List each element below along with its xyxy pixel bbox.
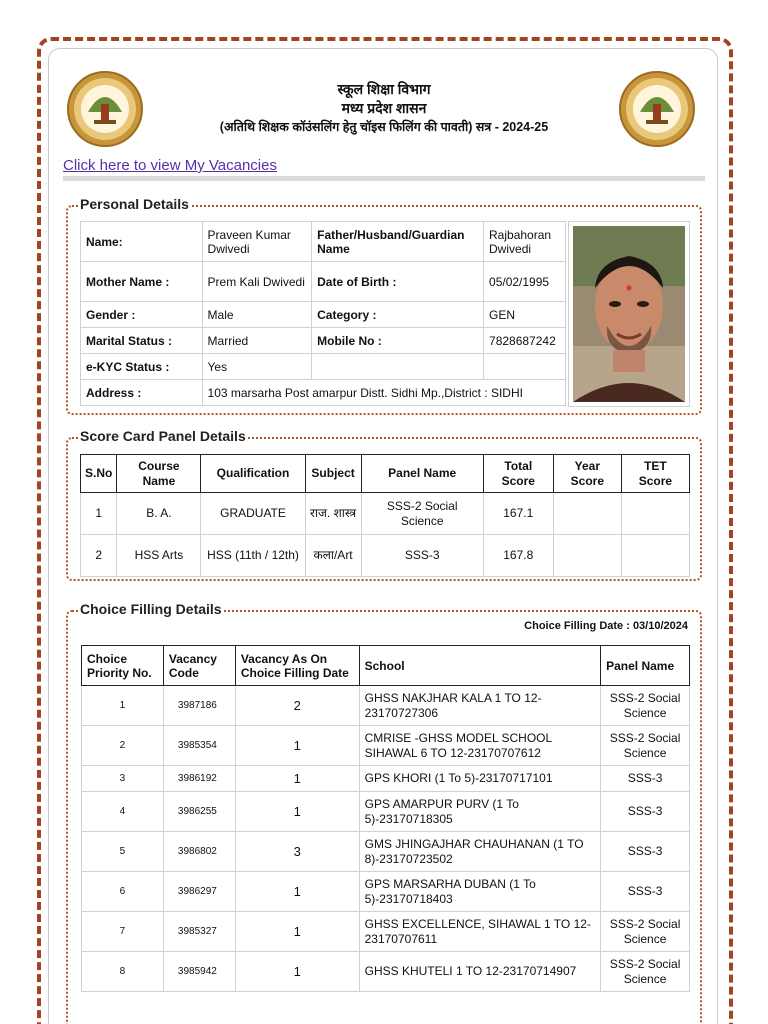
personal-details-section <box>66 196 702 415</box>
father-value: Rajbahoran Dwivedi <box>484 222 566 262</box>
table-row <box>82 912 690 952</box>
cell: राज. शास्त्र <box>305 493 361 535</box>
name-value: Praveen Kumar Dwivedi <box>202 222 312 262</box>
cell <box>621 535 689 577</box>
cell: 6 <box>82 872 164 912</box>
col-qualification: Qualification <box>201 455 305 493</box>
divider <box>63 176 705 181</box>
cell: 3986255 <box>163 792 235 832</box>
cell: 3 <box>82 766 164 792</box>
choice-filling-section <box>66 601 702 1024</box>
choice-filling-title: Choice Filling Details <box>80 601 222 617</box>
cell: GMS JHINGAJHAR CHAUHANAN (1 TO 8)-23170723502 <box>359 832 600 872</box>
col-vacancy-code: Vacancy Code <box>163 646 235 686</box>
cell <box>553 535 621 577</box>
gender-label: Gender : <box>81 302 203 328</box>
col-course-name: Course Name <box>117 455 201 493</box>
cell: B. A. <box>117 493 201 535</box>
cell <box>553 493 621 535</box>
cell: 3986802 <box>163 832 235 872</box>
header-receipt-title: (अतिथि शिक्षक कॉउंसलिंग हेतु चॉइस फिलिंग की पावती) सत्र - 2024-25 <box>219 120 549 134</box>
col-subject: Subject <box>305 455 361 493</box>
cell: 167.8 <box>483 535 553 577</box>
mobile-label: Mobile No : <box>312 328 484 354</box>
cell: 1 <box>82 686 164 726</box>
table-row <box>81 493 690 535</box>
header-department: स्कूल शिक्षा विभाग <box>337 81 431 97</box>
score-card-section <box>66 428 702 581</box>
cell: SSS-2 Social Science <box>361 493 483 535</box>
candidate-photo-frame <box>568 221 690 407</box>
cell: GPS MARSARHA DUBAN (1 To 5)-23170718403 <box>359 872 600 912</box>
cell: GHSS EXCELLENCE, SIHAWAL 1 TO 12-23170707611 <box>359 912 600 952</box>
cell: 3986297 <box>163 872 235 912</box>
cell: SSS-2 Social Science <box>601 912 690 952</box>
empty-cell <box>484 354 566 380</box>
cell: 167.1 <box>483 493 553 535</box>
table-row <box>81 535 690 577</box>
page-header <box>160 80 608 137</box>
address-label: Address : <box>81 380 203 406</box>
score-card-title: Score Card Panel Details <box>80 428 246 444</box>
col-panel-name: Panel Name <box>361 455 483 493</box>
marital-label: Marital Status : <box>81 328 203 354</box>
cell: 1 <box>235 766 359 792</box>
choice-filling-table <box>81 645 690 992</box>
cell: 1 <box>235 726 359 766</box>
cell: 8 <box>82 952 164 992</box>
cell: 2 <box>82 726 164 766</box>
table-row <box>82 872 690 912</box>
choice-filling-date: Choice Filling Date : 03/10/2024 <box>524 620 688 632</box>
cell: SSS-3 <box>601 832 690 872</box>
cell: GRADUATE <box>201 493 305 535</box>
mp-emblem-right-icon <box>618 68 696 150</box>
col-priority: Choice Priority No. <box>82 646 164 686</box>
cell: HSS (11th / 12th) <box>201 535 305 577</box>
cell: SSS-3 <box>601 872 690 912</box>
mother-value: Prem Kali Dwivedi <box>202 262 312 302</box>
category-label: Category : <box>312 302 484 328</box>
dob-label: Date of Birth : <box>312 262 484 302</box>
cell: SSS-3 <box>361 535 483 577</box>
name-label: Name: <box>81 222 203 262</box>
cell: 3985942 <box>163 952 235 992</box>
gender-value: Male <box>202 302 312 328</box>
dob-value: 05/02/1995 <box>484 262 566 302</box>
personal-details-title: Personal Details <box>80 196 189 212</box>
cell: 2 <box>81 535 117 577</box>
father-label: Father/Husband/Guardian Name <box>312 222 484 262</box>
cell: SSS-2 Social Science <box>601 952 690 992</box>
col-year-score: Year Score <box>553 455 621 493</box>
cell: CMRISE -GHSS MODEL SCHOOL SIHAWAL 6 TO 12-23170707612 <box>359 726 600 766</box>
cell: GHSS KHUTELI 1 TO 12-23170714907 <box>359 952 600 992</box>
col-panel-name: Panel Name <box>601 646 690 686</box>
mobile-value: 7828687242 <box>484 328 566 354</box>
cell: 2 <box>235 686 359 726</box>
cell: 1 <box>235 912 359 952</box>
cell: SSS-2 Social Science <box>601 726 690 766</box>
score-card-table <box>80 454 690 577</box>
table-row <box>82 726 690 766</box>
cell <box>621 493 689 535</box>
address-value: 103 marsarha Post amarpur Distt. Sidhi Mp.,District : SIDHI <box>202 380 565 406</box>
cell: HSS Arts <box>117 535 201 577</box>
candidate-photo <box>573 226 685 402</box>
cell: 3985354 <box>163 726 235 766</box>
ekyc-value: Yes <box>202 354 312 380</box>
cell: 1 <box>235 792 359 832</box>
cell: GHSS NAKJHAR KALA 1 TO 12-23170727306 <box>359 686 600 726</box>
cell: GPS AMARPUR PURV (1 To 5)-23170718305 <box>359 792 600 832</box>
cell: 3 <box>235 832 359 872</box>
table-row <box>82 792 690 832</box>
mp-emblem-left-icon <box>66 68 144 150</box>
cell: 3986192 <box>163 766 235 792</box>
table-row <box>82 766 690 792</box>
col-school: School <box>359 646 600 686</box>
cell: SSS-3 <box>601 792 690 832</box>
mother-label: Mother Name : <box>81 262 203 302</box>
category-value: GEN <box>484 302 566 328</box>
view-vacancies-link[interactable]: Click here to view My Vacancies <box>63 157 277 174</box>
cell: SSS-2 Social Science <box>601 686 690 726</box>
cell: SSS-3 <box>601 766 690 792</box>
cell: 1 <box>235 872 359 912</box>
ekyc-label: e-KYC Status : <box>81 354 203 380</box>
cell: 7 <box>82 912 164 952</box>
col-sno: S.No <box>81 455 117 493</box>
table-row <box>82 952 690 992</box>
header-government: मध्य प्रदेश शासन <box>341 100 427 116</box>
cell: 4 <box>82 792 164 832</box>
cell: GPS KHORI (1 To 5)-23170717101 <box>359 766 600 792</box>
table-row <box>82 832 690 872</box>
cell: 1 <box>81 493 117 535</box>
cell: 5 <box>82 832 164 872</box>
marital-value: Married <box>202 328 312 354</box>
table-row <box>82 686 690 726</box>
empty-cell <box>312 354 484 380</box>
col-vacancy-as-on: Vacancy As On Choice Filling Date <box>235 646 359 686</box>
col-total-score: Total Score <box>483 455 553 493</box>
cell: 3985327 <box>163 912 235 952</box>
cell: कला/Art <box>305 535 361 577</box>
cell: 3987186 <box>163 686 235 726</box>
personal-details-table <box>80 221 566 406</box>
col-tet-score: TET Score <box>621 455 689 493</box>
cell: 1 <box>235 952 359 992</box>
